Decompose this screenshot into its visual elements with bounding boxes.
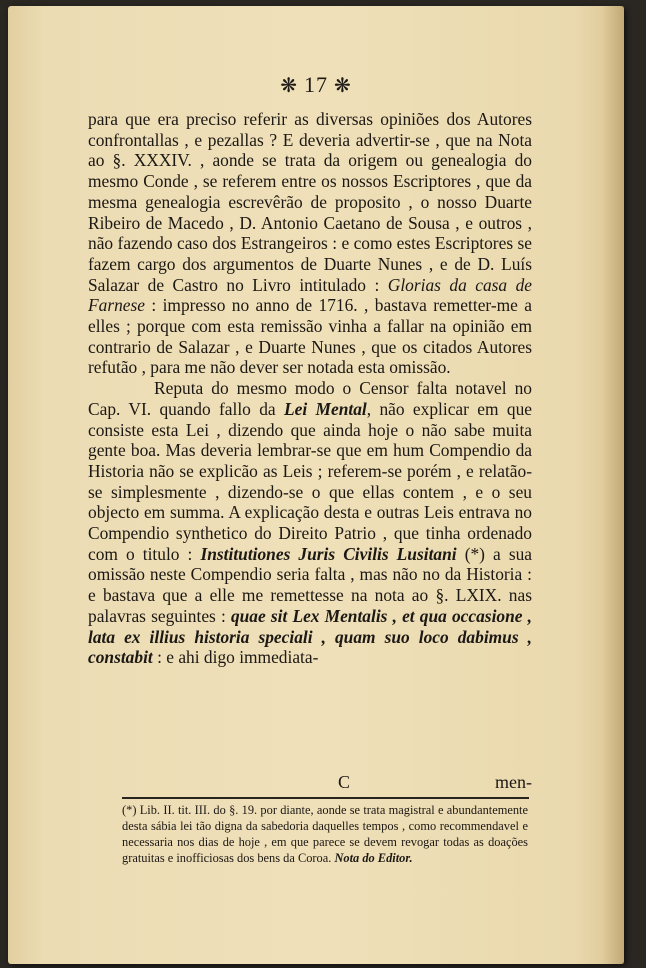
book-title-italic: Glorias da casa de Farnese <box>88 274 532 316</box>
paragraph-2-text-a: Reputa do mesmo modo o Censor falta notavel no Cap. VI. quando fallo da <box>88 378 532 419</box>
page-edge-shadow <box>602 6 624 964</box>
main-text <box>88 109 532 668</box>
paragraph-2 <box>88 378 532 668</box>
catchline <box>88 772 532 794</box>
paragraph-1 <box>88 109 532 378</box>
paragraph-2-text-b: , não explicar em que consiste esta Lei , dizendo que ainda hoje o não sabe muita gente boa. Mas deveria lembrar-se que em hum Compendio da Historia não se explicão as Leis ; referem-se porém , e relatão-se simplesmente , dizendo-se o que ellas contem , e o seu objecto em summa. A explicação desta e outras Leis entrava no Compendio synthetico do Direito Patrio , que tinha ordenado com o titulo : <box>88 398 533 564</box>
lei-mental-italic: Lei Mental <box>284 398 367 419</box>
editor-note: Nota do Editor. <box>334 851 413 865</box>
ornament-left-icon: ❋ <box>280 75 298 97</box>
latin-quote-italic: quae sit Lex Mentalis , et qua occasione , lata ex illius historia speciali , quam suo loco dabimus , constabit <box>88 605 532 668</box>
paragraph-2-text-c: (*) a sua omissão neste Compendio seria falta , mas não no da Historia : e bastava que a elle me remettesse na nota ao §. LXIX. nas palavras seguintes : <box>88 543 532 626</box>
ornament-right-icon: ❋ <box>334 75 352 97</box>
book-page <box>8 6 624 964</box>
paragraph-1-text-b: : impresso no anno de 1716. , bastava remetter-me a elles ; porque com esta remissão vinha a fallar na opinião em contrario de Salazar , e Duarte Nunes , que os citados Autores refutão , para me não dever ser notada esta omissão. <box>88 295 532 378</box>
footnote-rule <box>122 797 529 799</box>
signature-mark: C <box>338 772 351 792</box>
page-number: 17 <box>304 72 328 97</box>
footnote <box>122 802 528 866</box>
page-header <box>8 72 624 98</box>
paragraph-1-text-a: para que era preciso referir as diversas opiniões dos Autores confrontallas , e pezallas ? E deveria advertir-se , que na Nota ao §. XXXIV. , aonde se trata da origem ou genealogia do mesmo Conde , se referem entre os nossos Escriptores , que da mesma genealogia escrevêrão de proposito , o nosso Duarte Ribeiro de Macedo , D. Antonio Caetano de Sousa , e outros , não fazendo caso dos Estrangeiros : e como estes Escriptores se fazem cargo dos argumentos de Duarte Nunes , e de D. Luís Salazar de Castro no Livro intitulado : <box>88 109 532 295</box>
footnote-text: (*) Lib. II. tit. III. do §. 19. por diante, aonde se trata magistral e abundantemente desta sábia lei tão digna da sabedoria daquelles tempos , como recommendavel e necessaria nos dias de hoje , em que parece se devem revogar todas as doações gratuitas e inofficiosas dos bens da Coroa. <box>122 803 528 865</box>
catchword: men- <box>495 772 532 792</box>
paragraph-2-text-d: : e ahi digo immediata- <box>152 647 319 668</box>
institutiones-italic: Institutiones Juris Civilis Lusitani <box>200 543 457 564</box>
